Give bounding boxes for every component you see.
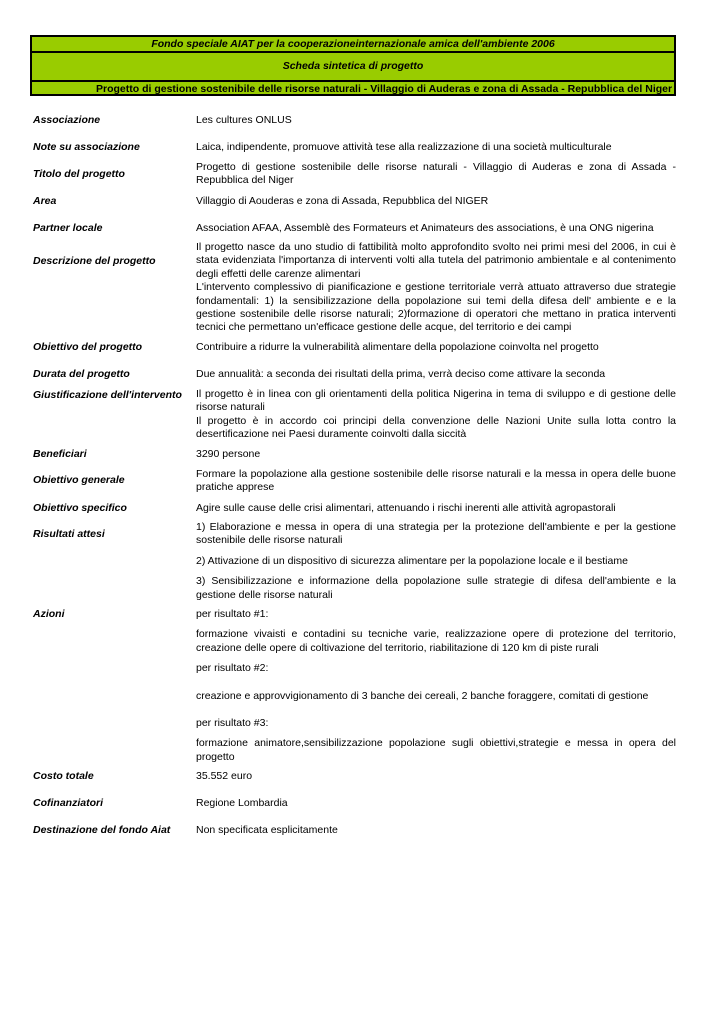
descrizione-paragraph: Il progetto nasce da uno studio di fattibilità molto approfondito svolto nei primi mesi del 2006, in cui è stata evidenziata l'importanza di interventi volti alla tutela del patrimonio ambientale e al contenimento degli effetti delle carenze alimentari <box>196 241 676 280</box>
row-durata <box>33 368 676 381</box>
label-giustificazione: Giustificazione dell'intervento <box>33 389 182 401</box>
value-obiettivo-progetto: Contribuire a ridurre la vulnerabilità alimentare della popolazione coinvolta nel progetto <box>196 341 599 353</box>
value-obiettivo-generale: Formare la popolazione alla gestione sostenibile delle risorse naturali e la messa in opera delle buone pratiche apprese <box>196 468 676 494</box>
descrizione-paragraph: L'intervento complessivo di pianificazione e gestione territoriale verrà attuato attraverso due strategie fondamentali: 1) la sensibilizzazione della popolazione sui temi della difesa dell' ambiente e e la gestione sostenibile delle risorse naturali; 2)formazione di operatori che mettano in pratica interventi tecnici che permettano un'efficace gestione delle acque, del territorio e dei campi <box>196 281 676 334</box>
row-note <box>33 141 676 154</box>
giustificazione-paragraph: Il progetto è in linea con gli orientamenti della politica Nigerina in tema di sviluppo e di gestione delle risorse naturali <box>196 388 676 414</box>
row-azioni <box>33 608 676 764</box>
value-obiettivo-specifico: Agire sulle cause delle crisi alimentari, attenuando i rischi inerenti alle attività agropastorali <box>196 502 616 514</box>
label-titolo: Titolo del progetto <box>33 168 125 180</box>
value-durata: Due annualità: a seconda dei risultati della prima, verrà deciso come attivare la seconda <box>196 368 606 380</box>
sheet-title: Scheda sintetica di progetto <box>30 51 676 80</box>
row-area <box>33 195 676 208</box>
row-titolo <box>33 161 676 188</box>
value-costo: 35.552 euro <box>196 770 253 782</box>
label-descrizione: Descrizione del progetto <box>33 255 156 267</box>
row-destinazione <box>33 824 676 837</box>
label-cofinanziatori: Cofinanziatori <box>33 797 103 809</box>
label-obiettivo-generale: Obiettivo generale <box>33 474 125 486</box>
document-header <box>30 35 676 96</box>
row-partner <box>33 222 676 235</box>
value-beneficiari: 3290 persone <box>196 448 261 460</box>
label-beneficiari: Beneficiari <box>33 448 87 460</box>
azione-item: formazione animatore,sensibilizzazione popolazione sugli obiettivi,strategie e messa in opera del progetto <box>196 737 676 763</box>
label-costo: Costo totale <box>33 770 94 782</box>
risultato-item: 2) Attivazione di un dispositivo di sicurezza alimentare per la popolazione locale e il bestiame <box>196 554 628 567</box>
row-obiettivo-progetto <box>33 341 676 354</box>
risultato-item: 3) Sensibilizzazione e informazione della popolazione sulle strategie di difesa dell'ambiente e la gestione delle risorse naturali <box>196 575 676 601</box>
label-partner: Partner locale <box>33 222 103 234</box>
risultato-item: 1) Elaborazione e messa in opera di una strategia per la protezione dell'ambiente e per la gestione sostenibile delle risorse naturali <box>196 521 676 547</box>
label-obiettivo-progetto: Obiettivo del progetto <box>33 341 143 353</box>
label-durata: Durata del progetto <box>33 368 130 380</box>
azione-heading: per risultato #1: <box>196 608 269 620</box>
row-descrizione <box>33 241 676 335</box>
value-descrizione <box>196 241 676 335</box>
value-cofinanziatori: Regione Lombardia <box>196 797 288 809</box>
row-beneficiari <box>33 448 676 461</box>
azione-item: formazione vivaisti e contadini su tecniche varie, realizzazione opere di protezione del territorio, creazione delle opere di coltivazione del territorio, riabilitazione di 120 km di piste rurali <box>196 628 676 654</box>
value-azioni <box>196 608 676 764</box>
value-risultati <box>196 521 676 602</box>
value-destinazione: Non specificata esplicitamente <box>196 824 338 836</box>
row-giustificazione <box>33 388 676 442</box>
row-obiettivo-generale <box>33 468 676 495</box>
label-azioni: Azioni <box>33 608 65 620</box>
row-obiettivo-specifico <box>33 502 676 515</box>
value-associazione: Les cultures ONLUS <box>196 114 292 126</box>
value-note: Laica, indipendente, promuove attività tese alla realizzazione di una società multiculturale <box>196 141 612 153</box>
row-cofinanziatori <box>33 797 676 810</box>
label-destinazione: Destinazione del fondo Aiat <box>33 824 171 836</box>
label-obiettivo-specifico: Obiettivo specifico <box>33 502 127 514</box>
fund-title: Fondo speciale AIAT per la cooperazioneinternazionale amica dell'ambiente 2006 <box>30 35 676 51</box>
label-note: Note su associazione <box>33 141 140 153</box>
value-area: Villaggio di Aouderas e zona di Assada, Repubblica del NIGER <box>196 195 489 207</box>
row-costo <box>33 770 676 783</box>
azione-item: creazione e approvvigionamento di 3 banche dei cereali, 2 banche foraggere, comitati di gestione <box>196 689 649 702</box>
label-area: Area <box>33 195 57 207</box>
row-risultati <box>33 521 676 602</box>
azione-heading: per risultato #3: <box>196 717 269 730</box>
label-risultati: Risultati attesi <box>33 528 105 540</box>
row-associazione <box>33 114 676 127</box>
value-titolo: Progetto di gestione sostenibile delle risorse naturali - Villaggio di Auderas e zona di Assada - Repubblica del Niger <box>196 161 676 187</box>
giustificazione-paragraph: Il progetto è in accordo coi principi della convenzione delle Nazioni Unite sulla lotta contro la desertificazione nei Paesi duramente coinvolti dalla siccità <box>196 414 676 441</box>
label-associazione: Associazione <box>33 114 101 126</box>
project-title-banner: Progetto di gestione sostenibile delle risorse naturali - Villaggio di Auderas e zona di Assada - Repubblica del Niger <box>30 80 676 96</box>
value-partner: Association AFAA, Assemblè des Formateurs et Animateurs des associations, è una ONG nigerina <box>196 222 654 234</box>
azione-heading: per risultato #2: <box>196 662 269 675</box>
value-giustificazione <box>196 388 676 442</box>
